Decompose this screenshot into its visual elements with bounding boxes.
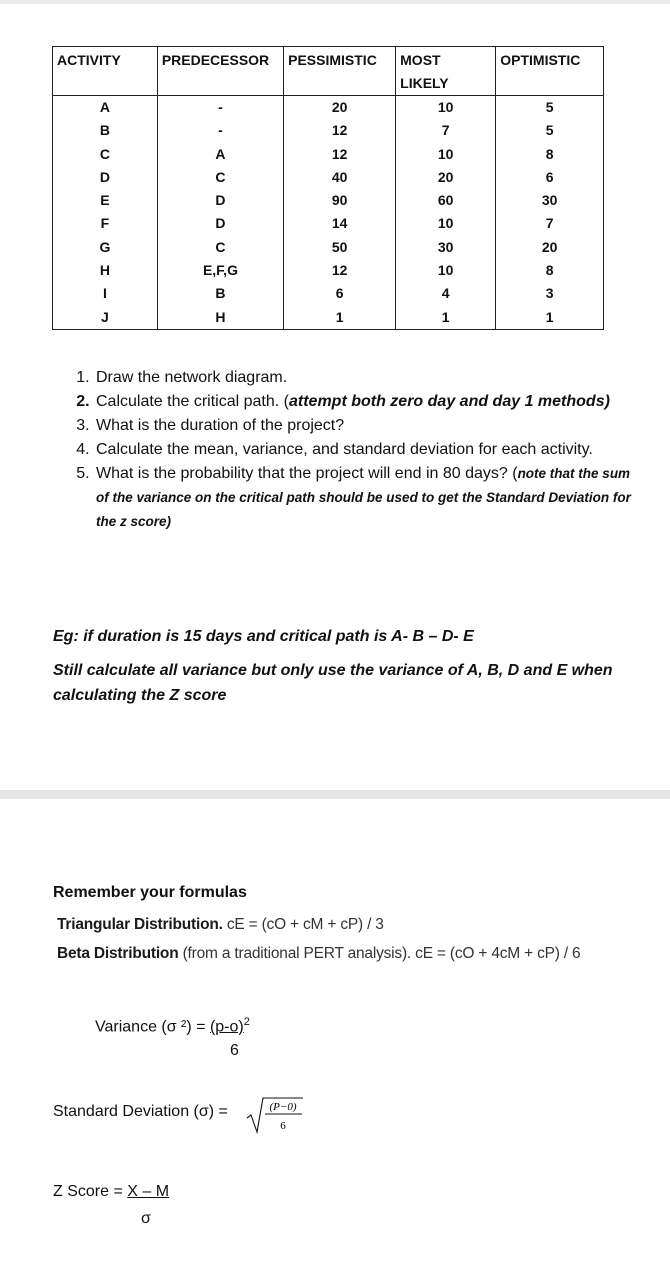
- table-row: [53, 306, 604, 330]
- cell-pessimistic: 14: [284, 212, 396, 235]
- cell-optimistic: 3: [496, 282, 604, 305]
- cell-optimistic: 5: [496, 96, 604, 120]
- cell-most-likely: 1: [396, 306, 496, 330]
- cell-optimistic: 30: [496, 189, 604, 212]
- cell-predecessor: B: [157, 282, 283, 305]
- cell-most-likely: 10: [396, 212, 496, 235]
- cell-activity: G: [53, 236, 158, 259]
- cell-most-likely: 10: [396, 259, 496, 282]
- example-line-1: Eg: if duration is 15 days and critical path is A- B – D- E: [53, 628, 474, 645]
- cell-activity: A: [53, 96, 158, 120]
- cell-pessimistic: 20: [284, 96, 396, 120]
- question-3: 3. What is the duration of the project?: [94, 414, 634, 438]
- question-1: 1. Draw the network diagram.: [94, 366, 634, 390]
- cell-most-likely: 20: [396, 166, 496, 189]
- cell-predecessor: D: [157, 212, 283, 235]
- table-header-row: [53, 47, 604, 96]
- cell-activity: E: [53, 189, 158, 212]
- cell-most-likely: 10: [396, 143, 496, 166]
- table-row: [53, 259, 604, 282]
- std-dev-denominator: 6: [280, 1120, 286, 1132]
- cell-most-likely: 60: [396, 189, 496, 212]
- cell-optimistic: 7: [496, 212, 604, 235]
- cell-predecessor: D: [157, 189, 283, 212]
- table-row: [53, 212, 604, 235]
- header-optimistic: OPTIMISTIC: [496, 47, 604, 96]
- table-row: [53, 119, 604, 142]
- cell-activity: D: [53, 166, 158, 189]
- std-dev-label: Standard Deviation (σ) =: [53, 1103, 228, 1120]
- cell-pessimistic: 50: [284, 236, 396, 259]
- header-most-likely: MOST LIKELY: [396, 47, 496, 96]
- cell-activity: B: [53, 119, 158, 142]
- table-row: [53, 166, 604, 189]
- z-score-formula: Z Score = X – M: [53, 1183, 170, 1200]
- cell-most-likely: 10: [396, 96, 496, 120]
- cell-pessimistic: 12: [284, 143, 396, 166]
- std-dev-numerator: (P−0): [269, 1101, 297, 1113]
- formulas-heading: Remember your formulas: [53, 884, 247, 901]
- cell-most-likely: 30: [396, 236, 496, 259]
- cell-pessimistic: 12: [284, 119, 396, 142]
- cell-activity: C: [53, 143, 158, 166]
- cell-optimistic: 5: [496, 119, 604, 142]
- cell-activity: J: [53, 306, 158, 330]
- cell-activity: H: [53, 259, 158, 282]
- variance-denominator: 6: [230, 1042, 239, 1059]
- page-separator: [0, 790, 670, 799]
- cell-predecessor: E,F,G: [157, 259, 283, 282]
- cell-pessimistic: 12: [284, 259, 396, 282]
- cell-optimistic: 8: [496, 259, 604, 282]
- table-row: [53, 282, 604, 305]
- top-border: [0, 0, 670, 4]
- table-row: [53, 96, 604, 120]
- z-score-denominator: σ: [141, 1210, 151, 1227]
- table-row: [53, 236, 604, 259]
- cell-predecessor: C: [157, 166, 283, 189]
- table-row: [53, 143, 604, 166]
- question-4: 4. Calculate the mean, variance, and standard deviation for each activity.: [94, 438, 634, 462]
- question-list: [72, 366, 634, 534]
- cell-activity: F: [53, 212, 158, 235]
- cell-optimistic: 1: [496, 306, 604, 330]
- cell-pessimistic: 40: [284, 166, 396, 189]
- cell-predecessor: A: [157, 143, 283, 166]
- beta-formula: Beta Distribution (from a traditional PERT analysis). cE = (cO + 4cM + cP) / 6: [57, 945, 581, 962]
- cell-optimistic: 8: [496, 143, 604, 166]
- triangular-formula: Triangular Distribution. cE = (cO + cM + cP) / 3: [57, 916, 384, 933]
- cell-activity: I: [53, 282, 158, 305]
- variance-formula: Variance (σ $^2) = (p-o)^2$: [95, 1016, 250, 1036]
- table-row: [53, 189, 604, 212]
- question-2: 2. Calculate the critical path. (attempt both zero day and day 1 methods): [94, 390, 634, 414]
- cell-most-likely: 7: [396, 119, 496, 142]
- header-activity: ACTIVITY: [53, 47, 158, 96]
- cell-pessimistic: 6: [284, 282, 396, 305]
- cell-most-likely: 4: [396, 282, 496, 305]
- header-predecessor: PREDECESSOR: [157, 47, 283, 96]
- header-pessimistic: PESSIMISTIC: [284, 47, 396, 96]
- example-line-2: Still calculate all variance but only use the variance of A, B, D and E when calculating the Z score: [53, 662, 613, 704]
- activity-table: [52, 46, 604, 330]
- cell-predecessor: C: [157, 236, 283, 259]
- cell-pessimistic: 1: [284, 306, 396, 330]
- cell-optimistic: 20: [496, 236, 604, 259]
- cell-predecessor: -: [157, 119, 283, 142]
- table-body: [53, 96, 604, 330]
- cell-pessimistic: 90: [284, 189, 396, 212]
- cell-optimistic: 6: [496, 166, 604, 189]
- cell-predecessor: -: [157, 96, 283, 120]
- cell-predecessor: H: [157, 306, 283, 330]
- std-dev-sqrt-fraction: [245, 1094, 305, 1134]
- question-5: 5. What is the probability that the project will end in 80 days? (note that the sum of the variance on the critical path should be used to get the Standard Deviation for the z score): [94, 462, 634, 534]
